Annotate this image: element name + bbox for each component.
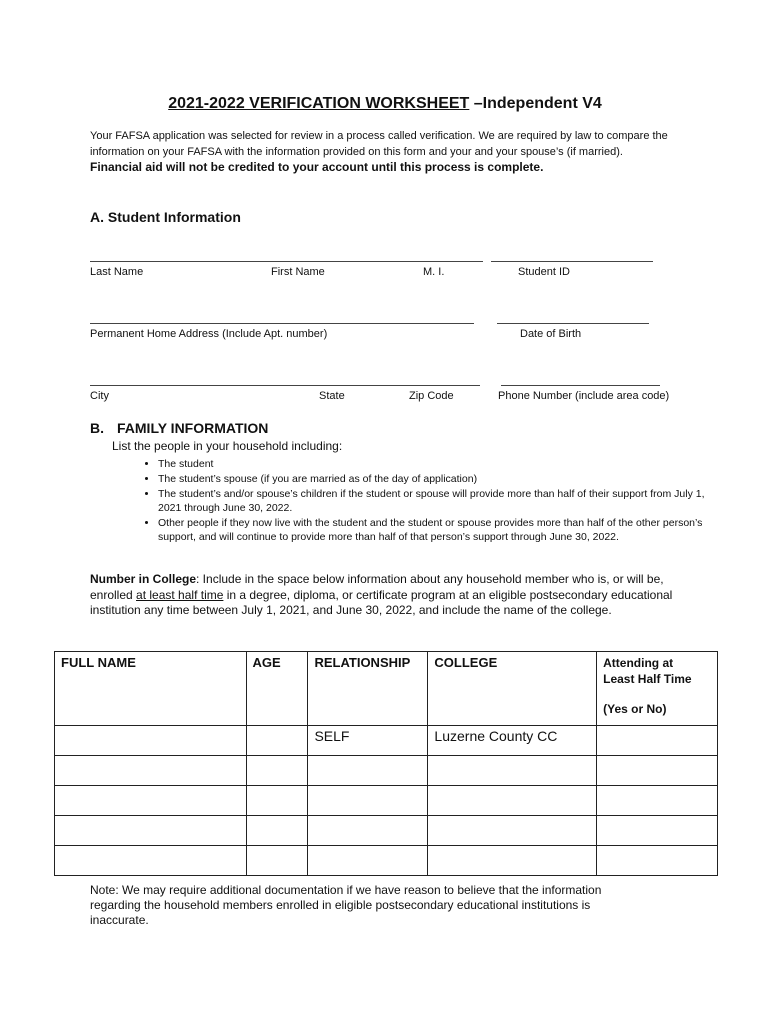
cell-relationship[interactable] (308, 816, 428, 846)
address-label: Permanent Home Address (Include Apt. number) (90, 328, 328, 340)
title-suffix: –Independent V4 (469, 95, 602, 112)
page-title (0, 95, 770, 113)
credit-warning: Financial aid will not be credited to your account until this process is complete. (90, 160, 544, 174)
cell-age[interactable] (246, 786, 308, 816)
header-attending (597, 652, 718, 726)
number-in-college-paragraph (90, 572, 690, 619)
nic-label: Number in College (90, 572, 197, 586)
mi-label: M. I. (423, 266, 445, 278)
cell-age[interactable] (246, 726, 308, 756)
cell-age[interactable] (246, 816, 308, 846)
dob-label: Date of Birth (520, 328, 582, 340)
cell-relationship[interactable] (308, 756, 428, 786)
nic-underlined: at least half time (136, 587, 224, 602)
student-id-label: Student ID (518, 266, 570, 278)
list-item: • The student’s spouse (if you are married as of the day of application) (158, 472, 728, 486)
cell-relationship[interactable] (308, 786, 428, 816)
section-a-heading: A. Student Information (90, 209, 241, 225)
table-row (55, 816, 718, 846)
cell-relationship[interactable] (308, 846, 428, 876)
phone-line[interactable] (501, 385, 660, 386)
table-row (55, 786, 718, 816)
table-row (55, 756, 718, 786)
list-item: • The student’s and/or spouse’s children if the student or spouse will provide more than half of their support from July 1, 2021 through June 30, 2022. (158, 487, 728, 515)
intro-paragraph: Your FAFSA application was selected for review in a process called verification. We are required by law to compare the information on your FAFSA with the information provided on this form and your and your spouse’s (if married). (90, 130, 668, 158)
cell-attending[interactable] (597, 816, 718, 846)
table-header-row (55, 652, 718, 726)
header-college: COLLEGE (428, 652, 597, 726)
household-bullet-list (110, 457, 728, 545)
student-id-line[interactable] (491, 261, 653, 262)
header-relationship: RELATIONSHIP (308, 652, 428, 726)
cell-college[interactable] (428, 846, 597, 876)
cell-college[interactable]: Luzerne County CC (428, 726, 597, 756)
section-b-number: B. (90, 420, 104, 436)
cell-attending[interactable] (597, 846, 718, 876)
cell-college[interactable] (428, 786, 597, 816)
header-attending-line1: Attending at (603, 656, 674, 670)
list-item: • Other people if they now live with the student and the student or spouse provides more than half of the other person’s support, and will continue to provide more than half of that person’s support through June 30, 2022. (158, 516, 728, 544)
zip-label: Zip Code (409, 390, 454, 402)
cell-relationship[interactable]: SELF (308, 726, 428, 756)
cell-full-name[interactable] (55, 846, 247, 876)
household-table (54, 651, 718, 876)
cell-college[interactable] (428, 816, 597, 846)
table-row (55, 726, 718, 756)
household-list-intro: List the people in your household including: (112, 439, 343, 453)
cell-full-name[interactable] (55, 786, 247, 816)
phone-label: Phone Number (include area code) (498, 390, 670, 402)
section-b-heading (90, 420, 268, 436)
cell-college[interactable] (428, 756, 597, 786)
header-full-name: FULL NAME (55, 652, 247, 726)
header-attending-line3: (Yes or No) (603, 702, 667, 716)
cell-full-name[interactable] (55, 726, 247, 756)
cell-attending[interactable] (597, 786, 718, 816)
title-main: 2021-2022 VERIFICATION WORKSHEET (168, 95, 470, 112)
cell-age[interactable] (246, 846, 308, 876)
address-line[interactable] (90, 323, 474, 324)
cell-attending[interactable] (597, 756, 718, 786)
last-name-label: Last Name (90, 266, 144, 278)
dob-line[interactable] (497, 323, 649, 324)
cell-full-name[interactable] (55, 816, 247, 846)
header-age: AGE (246, 652, 308, 726)
section-b-title: FAMILY INFORMATION (117, 420, 269, 436)
nic-text-2: in a degree, diploma, or certificate program at an eligible postsecondary educational institution any time between July 1, 2021, and June 30, 2022, and include the name of the college. (90, 587, 673, 617)
table-row (55, 846, 718, 876)
state-label: State (319, 390, 345, 402)
cell-age[interactable] (246, 756, 308, 786)
list-item: • The student (158, 457, 728, 471)
cell-full-name[interactable] (55, 756, 247, 786)
city-state-zip-line[interactable] (90, 385, 480, 386)
header-attending-line2: Least Half Time (603, 672, 692, 686)
documentation-note: Note: We may require additional documentation if we have reason to believe that the information regarding the household members enrolled in eligible postsecondary educational institutions is inaccurate. (90, 883, 602, 927)
nic-text-1: : Include in the space below information about any household member who is, or will be, enrolled (90, 572, 664, 602)
name-line[interactable] (90, 261, 483, 262)
first-name-label: First Name (271, 266, 325, 278)
cell-attending[interactable] (597, 726, 718, 756)
city-label: City (90, 390, 109, 402)
